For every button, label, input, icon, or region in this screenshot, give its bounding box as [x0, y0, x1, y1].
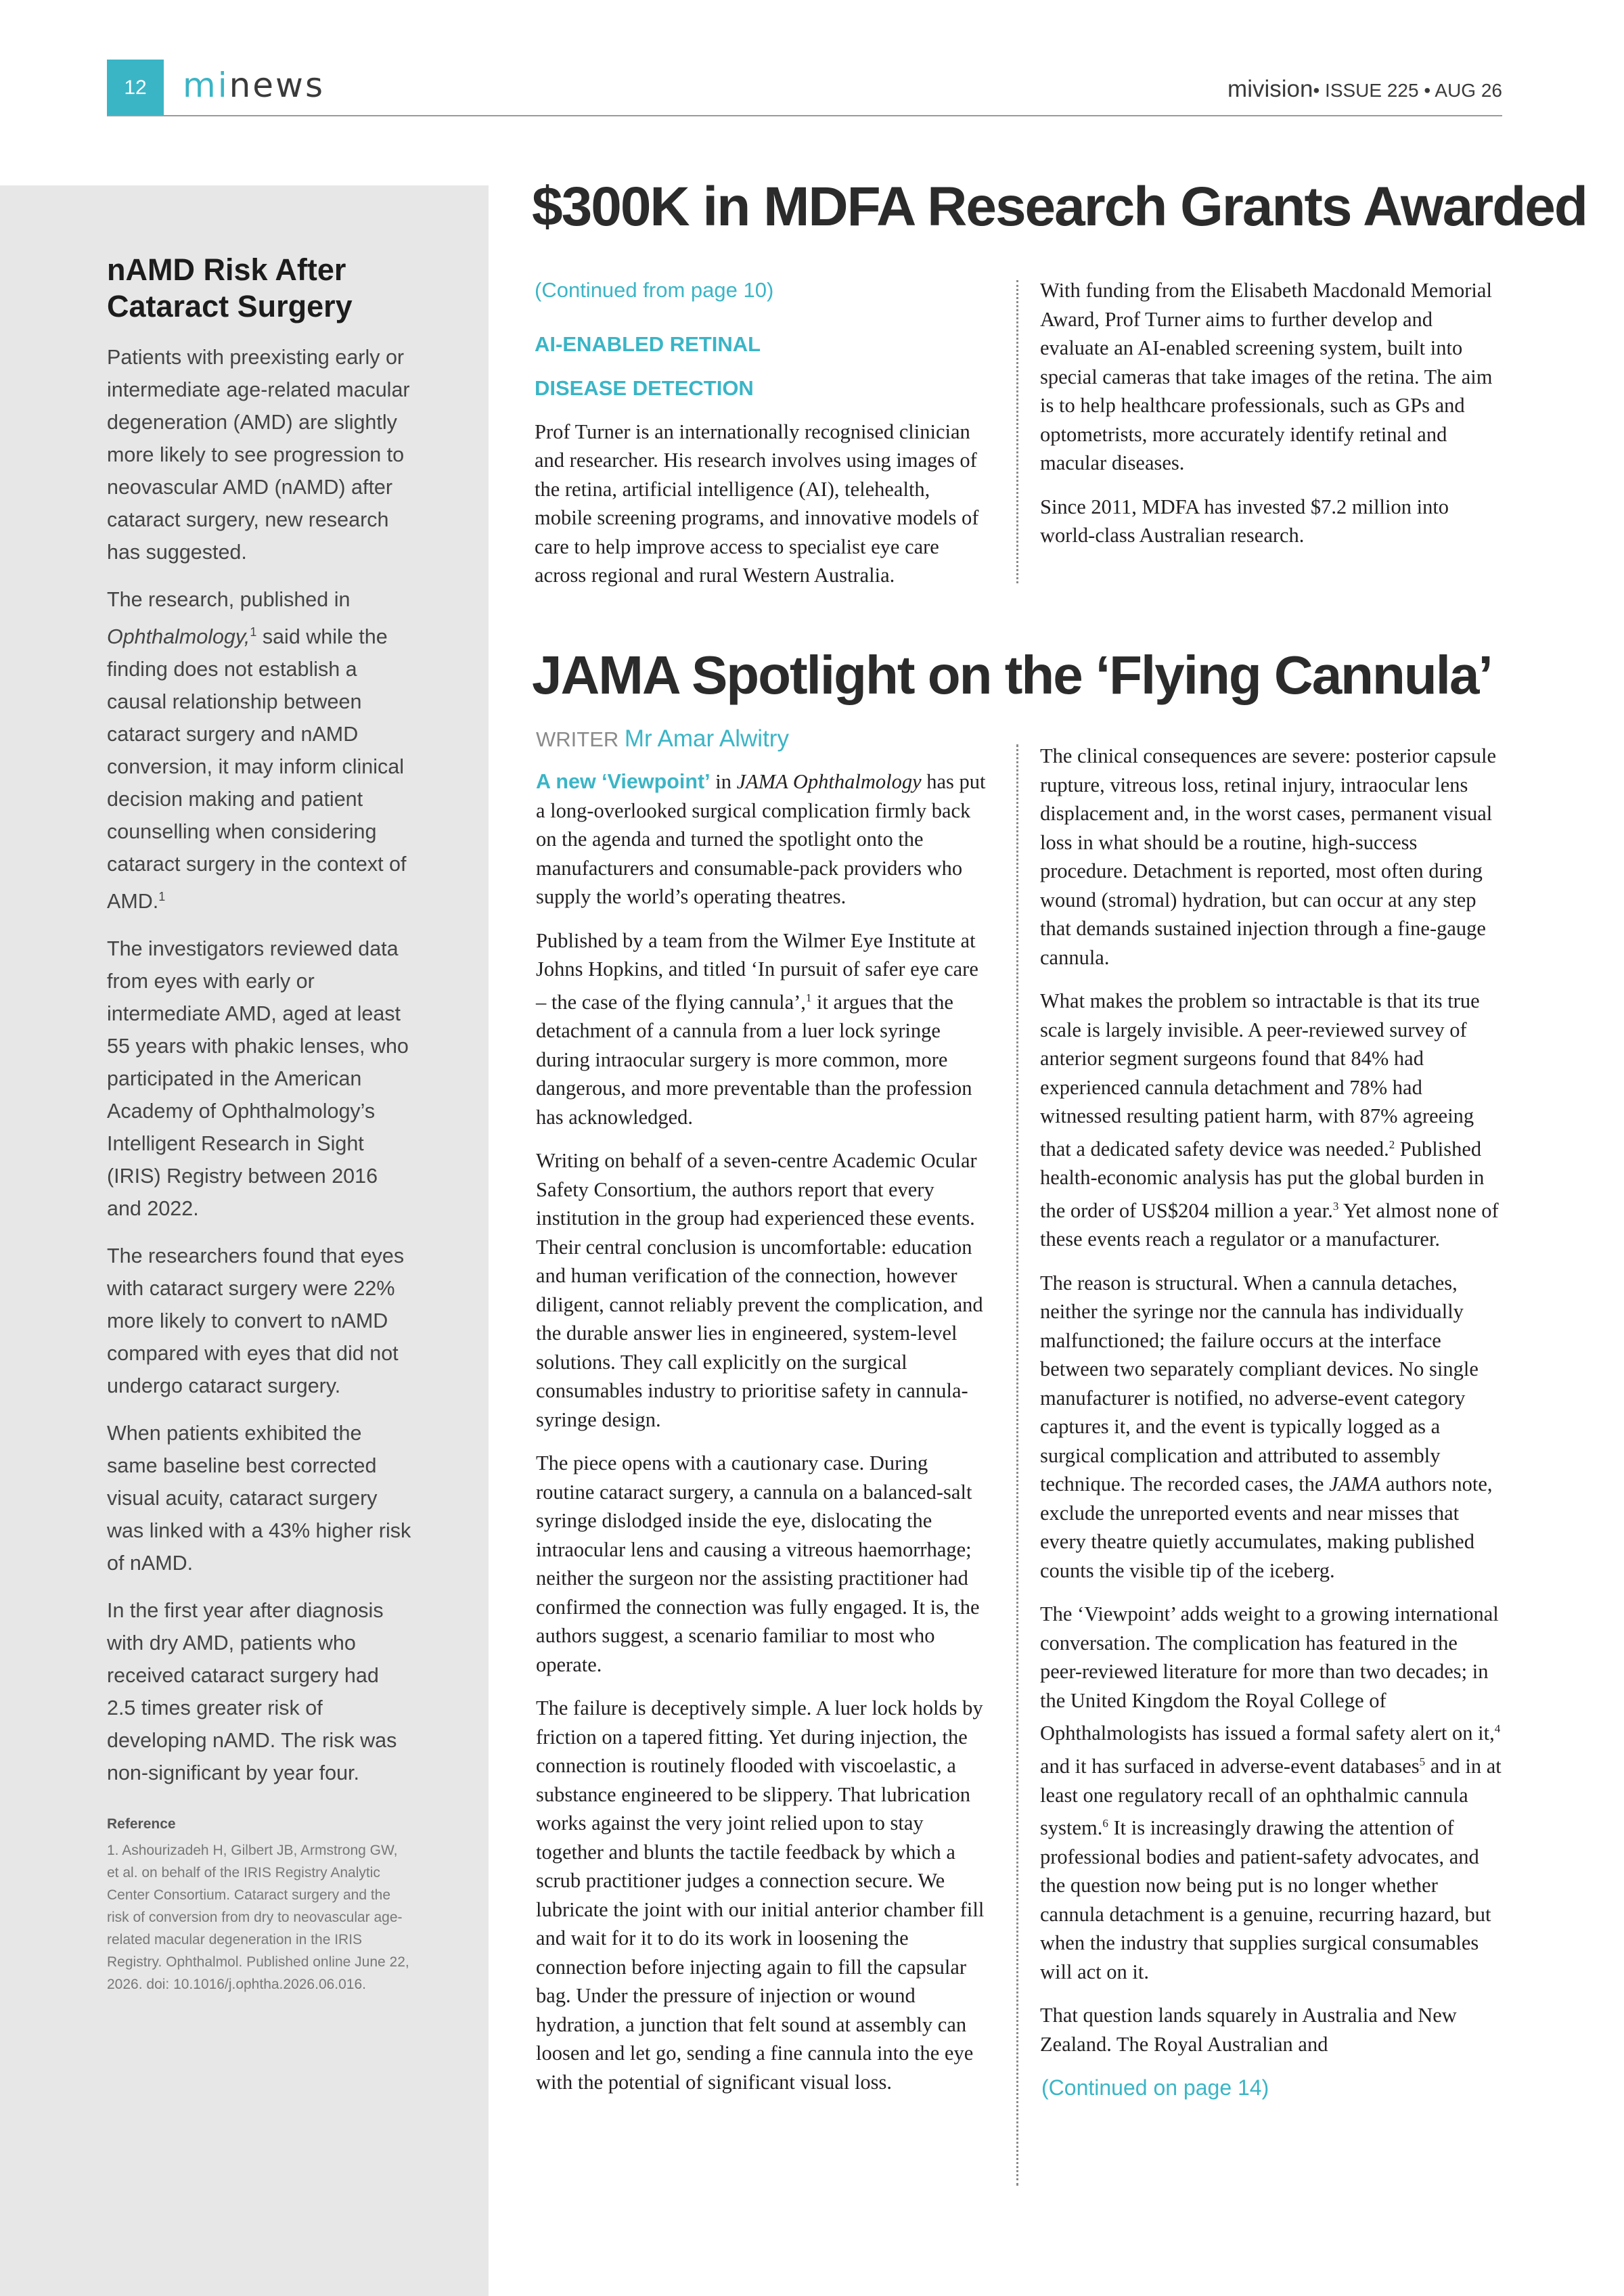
sidebar-paragraph-3: The investigators reviewed data from eyes with early or intermediate AMD, aged at least 55 years with phakic lenses, who participated in the American Academy of Ophthalmology’s Intelligent Research in Sight (IRIS) Registry between 2016 and 2022.: [107, 937, 409, 1221]
article2-paragraph-7: What makes the problem so intractable is that its true scale is largely invisible. A peer-reviewed survey of anterior segment surgeons found that 84% had experienced cannula detachment and 78% had witnessed resulting patient harm, with 87% agreeing that a dedicated safety device was needed.$^2$ Published health-economic analysis has put the global burden in the order of US$204 million a year.$^3$ Yet almost none of these events reach a regulator or a manufacturer.: [1040, 989, 1499, 1251]
section-title-mi: mi: [183, 66, 229, 105]
sidebar-paragraph-5: When patients exhibited the same baseline best corrected visual acuity, cataract surgery was linked with a 43% higher risk of nAMD.: [107, 1422, 411, 1575]
article2-paragraph-10: That question lands squarely in Australia and New Zealand. The Royal Australian and: [1040, 2004, 1457, 2056]
article1-headline: $300K in MDFA Research Grants Awarded: [532, 176, 1587, 238]
article2-paragraph-6: The clinical consequences are severe: posterior capsule rupture, vitreous loss, retinal injury, intraocular lens displacement and, in the worst cases, permanent visual loss in what should be a routine, high-success procedure. Detachment is reported, most often during wound (stromal) hydration, but can occur at any step that demands sustained injection through a fine-gauge cannula.: [1040, 744, 1497, 969]
section-title-news: news: [229, 66, 325, 105]
article2-lead-paragraph: A new ‘Viewpoint’ in JAMA Ophthalmology has put a long-overlooked surgical complication firmly back on the agenda and turned the spotlight onto the manufacturers and consumable-pack providers who supply the world’s operating theatres.: [536, 770, 986, 908]
article2-paragraph-5: The failure is deceptively simple. A luer lock holds by friction on a tapered fitting. Yet during injection, the connection is routinely flooded with viscoelastic, a substance engineered to be slippery. That lubrication works against the very joint relied upon to stay together and blunts the tactile feedback by which a scrub practitioner judges a connection secure. We lubricate the joint with our initial anterior chamber fill and wait for it to do its work in loosening the connection before injecting again to fill the capsular bag. Under the pressure of injection or wound hydration, a junction that felt sound at assembly can loosen and let go, sending a fine cannula into the eye with the potential of significant visual loss.: [536, 1696, 985, 2094]
article1-paragraph-3: Since 2011, MDFA has invested $7.2 million into world-class Australian research.: [1040, 495, 1449, 547]
article1-subhead-line1: AI-ENABLED RETINAL: [535, 332, 761, 356]
article2-paragraph-3: Writing on behalf of a seven-centre Academic Ocular Safety Consortium, the authors report that every institution in the group had experienced these events. Their central conclusion is uncomfortable: education and human verification of the connection, however diligent, cannot reliably prevent the complication, and the durable answer lies in engineered, system-level solutions. They call explicitly on the surgical consumables industry to prioritise safety in cannula-syringe design.: [536, 1149, 983, 1431]
article1-paragraph-2: With funding from the Elisabeth Macdonald Memorial Award, Prof Turner aims to further develop and evaluate an AI-enabled screening system, built into special cameras that take images of the retina. The aim is to help healthcare professionals, such as GPs and optometrists, more accurately identify retinal and macular diseases.: [1040, 279, 1493, 474]
brand-name: mivision: [1227, 76, 1313, 102]
article2-column-divider: [1016, 744, 1018, 2186]
continued-from-link[interactable]: (Continued from page 10): [535, 278, 774, 302]
writer-label: WRITER: [536, 727, 619, 751]
article2-paragraph-9: The ‘Viewpoint’ adds weight to a growing international conversation. The complication has featured in the peer-reviewed literature for more than two decades; in the United Kingdom the Royal College of Ophthalmologists has issued a formal safety alert on it,$^4$ and it has surfaced in adverse-event databases$^5$ and in at least one regulatory recall of an ophthalmic cannula system.$^6$ It is increasingly drawing the attention of professional bodies and patient-safety advocates, and the question now being put is no longer whether cannula detachment is a genuine, recurring hazard, but when the industry that supplies surgical consumables will act on it.: [1040, 1602, 1502, 1983]
article2-headline: JAMA Spotlight on the ‘Flying Cannula’: [532, 645, 1492, 705]
sidebar-content: [107, 252, 411, 1996]
article2-paragraph-2: Published by a team from the Wilmer Eye Institute at Johns Hopkins, and titled ‘In pursuit of safer eye care – the case of the flying cannula’,$^1$ it argues that the detachment of a cannula from a luer lock syringe during intraocular surgery is more common, more dangerous, and more preventable than the profession has acknowledged.: [536, 928, 978, 1129]
reference-text: 1. Ashourizadeh H, Gilbert JB, Armstrong GW, et al. on behalf of the IRIS Registry Analytic Center Consortium. Cataract surgery and the risk of conversion from dry to neovascular age-related macular degeneration in the IRIS Registry. Ophthalmol. Published online June 22, 2026. doi: 10.1016/j.ophtha.2026.06.016.: [107, 1843, 409, 1993]
article2-paragraph-4: The piece opens with a cautionary case. During routine cataract surgery, a cannula on a balanced-salt syringe dislodged inside the eye, dislocating the intraocular lens and causing a vitreous haemorrhage; neither the surgeon nor the assisting practitioner had confirmed the connection was fully engaged. It is, the authors suggest, a scenario familiar to most who operate.: [536, 1451, 980, 1676]
masthead: [1227, 76, 1502, 103]
sidebar-paragraph-2: The research, published in Ophthalmology,$^1$ said while the finding does not establish a causal relationship between cataract surgery and nAMD conversion, it may inform clinical decision making and patient counselling when considering cataract surgery in the context of AMD.$^1$: [107, 588, 407, 914]
writer-name: Mr Amar Alwitry: [624, 725, 789, 752]
sidebar-paragraph-1: Patients with preexisting early or intermediate age-related macular degeneration (AMD) are slightly more likely to see progression to neovascular AMD (nAMD) after cataract surgery, new research has suggested.: [107, 346, 410, 564]
page-number: 12: [107, 60, 164, 116]
sidebar-paragraph-6: In the first year after diagnosis with dry AMD, patients who received cataract surgery had 2.5 times greater risk of developing nAMD. The risk was non-significant by year four.: [107, 1599, 397, 1785]
article2-paragraph-8: The reason is structural. When a cannula detaches, neither the syringe nor the cannula has individually malfunctioned; the failure occurs at the interface between two separately compliant devices. No single manufacturer is notified, no adverse-event category captures it, and the event is typically logged as a surgical complication and attributed to assembly technique. The recorded cases, the JAMA authors note, exclude the unreported events and near misses that every theatre quietly accumulates, making published counts the visible tip of the iceberg.: [1040, 1271, 1493, 1582]
reference-heading: Reference: [107, 1816, 176, 1832]
article1-column-2: [1040, 276, 1503, 565]
article2-column-1: [536, 767, 989, 2111]
article1-column-divider: [1016, 280, 1018, 583]
sidebar-paragraph-4: The researchers found that eyes with cataract surgery were 22% more likely to convert to nAMD compared with eyes that did not undergo cataract surgery.: [107, 1244, 405, 1398]
article1-subhead-line2: DISEASE DETECTION: [535, 376, 754, 400]
article1-column-1: [535, 276, 987, 605]
article2-column-2: [1040, 742, 1503, 2117]
section-title: [183, 65, 325, 106]
article1-paragraph-1: Prof Turner is an internationally recognised clinician and researcher. His research involves using images of the retina, artificial intelligence (AI), telehealth, mobile screening programs, and innovative models of care to help improve access to specialist eye care across regional and rural Western Australia.: [535, 420, 979, 587]
header-rule: [107, 115, 1502, 116]
sidebar-title: nAMD Risk After Cataract Surgery: [107, 252, 353, 323]
byline: [536, 725, 789, 752]
sidebar: [0, 185, 489, 2296]
issue-info: • ISSUE 225 • AUG 26: [1313, 80, 1502, 101]
continued-on-link[interactable]: (Continued on page 14): [1041, 2075, 1269, 2100]
